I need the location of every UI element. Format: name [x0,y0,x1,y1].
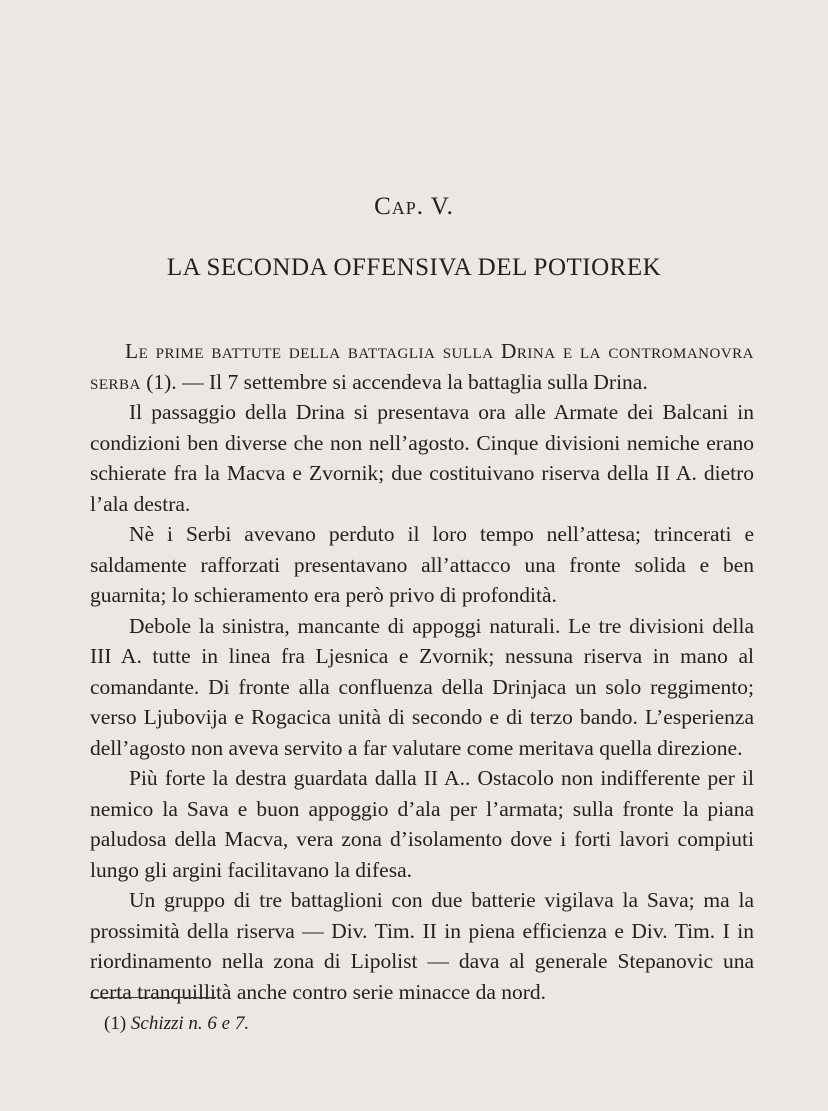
section-lead-text: — Il 7 settembre si accendeva la battaglia sulla Drina. [182,369,648,394]
footnote-marker: (1) [104,1013,127,1034]
footnote-reference: (1). [146,369,177,394]
paragraph: Un gruppo di tre battaglioni con due batterie vigilava la Sava; ma la prossimità della riserva — Div. Tim. II in piena efficienza e Div. Tim. I in riordinamento nella zona di Lipolist — dava al generale Stepanovic una certa tranquillità anche contro serie minacce da nord. [90,888,754,1004]
section-heading: Le prime battute della battaglia sulla Drina e la contromanovra serba [90,339,754,394]
footnote-divider [90,997,216,998]
footnote [104,1013,249,1035]
paragraph: Debole la sinistra, mancante di appoggi naturali. Le tre divisioni della III A. tutte in linea fra Ljesnica e Zvornik; nessuna riserva in mano al comandante. Di fronte alla confluenza della Drinjaca un solo reggimento; verso Ljubovija e Rogacica unità di secondo e di terzo bando. L’esperienza dell’agosto non aveva servito a far valutare come meritava quella direzione. [90,613,754,760]
footnote-text: Schizzi n. 6 e 7. [130,1013,250,1034]
body-text [90,336,754,1007]
section-opening-paragraph [90,336,754,397]
chapter-title: LA SECONDA OFFENSIVA DEL POTIOREK [166,254,662,281]
paragraph: Più forte la destra guardata dalla II A.. Ostacolo non indifferente per il nemico la Sava e buon appoggio d’ala per l’armata; sulla fronte la piana paludosa della Macva, vera zona d’isolamento dove i forti lavori compiuti lungo gli argini facilitavano la difesa. [90,766,754,882]
paragraph: Nè i Serbi avevano perduto il loro tempo nell’attesa; trincerati e saldamente rafforzati presentavano all’attacco una fronte solida e ben guarnita; lo schieramento era però privo di profondità. [90,522,754,607]
chapter-number: Cap. V. [374,193,454,220]
paragraph: Il passaggio della Drina si presentava ora alle Armate dei Balcani in condizioni ben diverse che non nell’agosto. Cinque divisioni nemiche erano schierate fra la Macva e Zvornik; due costituivano riserva della II A. dietro l’ala destra. [90,400,754,516]
